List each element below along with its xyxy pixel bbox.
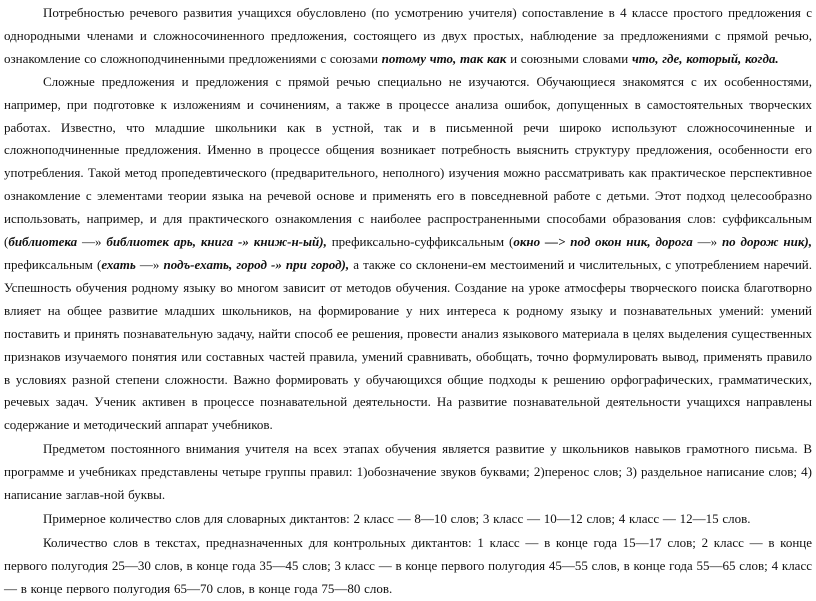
paragraph-complex-sentences: [4, 71, 812, 438]
example-word: библиотека: [8, 234, 78, 250]
paragraph-vocabulary-dictation: Примерное количество слов для словарных диктантов: 2 класс — 8—10 слов; 3 класс — 10—12 слов; 4 класс — 12—15 слов.: [43, 510, 751, 526]
paragraph-sentence-types: [4, 2, 812, 71]
example-word: по дорож ник),: [721, 234, 813, 250]
example-conjunctions: потому что, так как: [381, 50, 507, 66]
paragraph-text: Потребностью речевого развития учащихся обусловлено (по усмотрению учителя) сопоставление в 4 классе простого предложения с однородными членами и сложносочиненного предложения, состоящего из двух простых, наблюдение за предложениями с прямой речью, ознакомление со сложноподчиненными предложениями с союзами: [4, 5, 812, 66]
example-word: окно —> под окон ник, дорога: [513, 234, 693, 250]
paragraph-text: префиксально-суффиксальным (: [326, 234, 514, 250]
paragraph-text: —»: [135, 256, 164, 272]
paragraph-spelling-rules: Предметом постоянного внимания учителя на всех этапах обучения является развитие у школьников навыков грамотного письма. В программе и учебниках представлены четыре группы правил: 1)обозначение звуков буквами; 2)перенос слов; 3) раздельное написание слов; 4) написание заглав-ной буквы.: [4, 441, 812, 503]
example-word: ехать: [101, 256, 136, 272]
paragraph-text: префиксальным (: [4, 256, 102, 272]
example-conjunctive-words: что, где, который, когда.: [631, 50, 779, 66]
paragraph-control-dictation: Количество слов в текстах, предназначенных для контрольных диктантов: 1 класс — в конце года 15—17 слов; 2 класс — в конце первого полугодия 25—30 слов, в конце года 35—45 слов; 3 класс — в конце первого полугодия 45—55 слов, в конце года 55—65 слов; 4 класс — в конце первого полугодия 65—70 слов, в конце года 75—80 слов.: [4, 534, 812, 596]
paragraph-text: а также со склонени-ем местоимений и числительных, с употреблением наречий. Успешность обучения родному языку во многом зависит от методов обучения. Создание на уроке атмосферы творческого поиска благотворно влияет на общее развитие младших школьников, на формирование у них интереса к родному языку и познавательных умений: умений поставить и принять познавательную задачу, найти способ ее решения, провести анализ языкового материала в целях выделения существенных признаков изучаемого понятия или составных частей правила, умений сравнивать, обобщать, точно формулировать вывод, применять правило в условиях разной степени сложности. Важно формировать у обучающихся общие подходы к решению орфографических, грамматических, речевых задач. Ученик активен в процессе познавательной деятельности. На развитие познавательной деятельности учащихся направлены содержание и методический аппарат учебников.: [4, 256, 812, 433]
paragraph-text: Сложные предложения и предложения с прямой речью специально не изучаются. Обучающиеся знакомятся с их особенностями, например, при подготовке к изложениям и сочинениям, а также в процессе анализа ошибок, допущенных в самостоятельных творческих работах. Известно, что младшие школьники как в устной, так и в письменной речи широко используют сложносочиненные и сложноподчиненные предложения. Именно в процессе общения возникает потребность выяснить структуру предложения, особенности его употребления. Такой метод пропедевтического (предварительного, неполного) изучения можно рассматривать как практическое перспективное ознакомление с элементами теории языка на речевой основе и применять его в повседневной работе с детьми. Этот подход целесообразно использовать, например, и для практического ознакомления с наиболее распространенными способами образования слов: суффиксальным (: [4, 73, 812, 250]
paragraph-text: —»: [692, 234, 722, 250]
example-word: подъ-ехать, город -» при город),: [163, 256, 350, 272]
paragraph-text: —»: [77, 234, 107, 250]
example-word: библиотек арь, книга -» книж-н-ый),: [106, 234, 327, 250]
paragraph-text: и союзными словами: [506, 50, 632, 66]
